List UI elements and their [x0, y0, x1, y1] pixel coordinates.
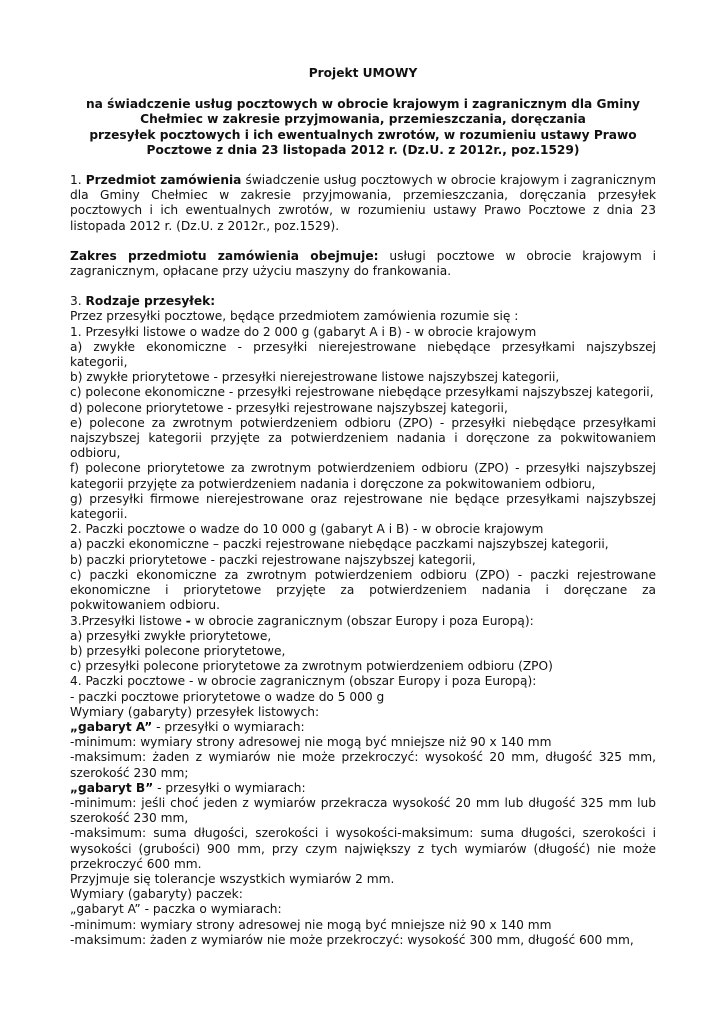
list-item: -maksimum: żaden z wymiarów nie może przekroczyć: wysokość 20 mm, długość 325 mm, szerokość 230 mm; — [70, 750, 656, 780]
list-item: -minimum: wymiary strony adresowej nie mogą być mniejsze niż 90 x 140 mm — [70, 735, 552, 750]
list-item: c) polecone ekonomiczne - przesyłki rejestrowane niebędące przesyłkami najszybszej kategorii, — [70, 385, 654, 400]
list-item: -minimum: wymiary strony adresowej nie mogą być mniejsze niż 90 x 140 mm — [70, 917, 552, 932]
list-item: „gabaryt A” - paczka o wymiarach: — [70, 902, 282, 917]
list-item: a) paczki ekonomiczne – paczki rejestrowane niebędące paczkami najszybszej kategorii, — [70, 537, 609, 552]
document-title: Projekt UMOWY — [308, 66, 418, 80]
section-1-paragraph — [70, 173, 656, 234]
subtitle-line: przesyłek pocztowych i ich ewentualnych zwrotów, w rozumieniu ustawy Prawo — [89, 127, 637, 142]
gabaryt-b-label: „gabaryt B” — [70, 780, 154, 795]
list-item: -maksimum: suma długości, szerokości i wysokości-maksimum: suma długości, szerokości i wysokości (grubości) 900 mm, przy czym największy z tych wymiarów (długość) nie może przekroczyć 600 mm. — [70, 826, 656, 871]
list-item: b) przesyłki polecone priorytetowe, — [70, 643, 286, 658]
list-item: 1. Przesyłki listowe o wadze do 2 000 g (gabaryt A i B) - w obrocie krajowym — [70, 324, 537, 339]
list-item: a) przesyłki zwykłe priorytetowe, — [70, 628, 272, 643]
list-item: g) przesyłki firmowe nierejestrowane oraz rejestrowane nie będące przesyłkami najszybszej kategorii. — [70, 491, 656, 522]
list-item: a) zwykłe ekonomiczne - przesyłki nierejestrowane niebędące przesyłkami najszybszej kategorii, — [70, 339, 656, 370]
list-item-text: w obrocie zagranicznym (obszar Europy i poza Europą): — [190, 613, 534, 628]
list-item: c) paczki ekonomiczne za zwrotnym potwierdzeniem odbioru (ZPO) - paczki rejestrowane ekonomiczne i priorytetowe przyjęte za potwierdzeniem nadania i doręczane za pokwitowaniem odbioru. — [70, 567, 656, 613]
list-item — [70, 614, 656, 629]
list-item: - paczki pocztowe priorytetowe o wadze do 5 000 g — [70, 689, 385, 704]
list-item-dash: - — [185, 613, 191, 628]
list-item: 4. Paczki pocztowe - w obrocie zagranicznym (obszar Europy i poza Europą): — [70, 674, 537, 689]
list-item-text: - przesyłki o wymiarach: — [153, 780, 306, 795]
list-item — [70, 720, 656, 735]
list-item: e) polecone za zwrotnym potwierdzeniem odbioru (ZPO) - przesyłki niebędące przesyłkami najszybszej kategorii przyjęte za potwierdzeniem nadania i doręczone za pokwitowaniem odbioru, — [70, 415, 656, 461]
list-item: c) przesyłki polecone priorytetowe za zwrotnym potwierdzeniem odbioru (ZPO) — [70, 659, 553, 674]
section-3-heading-line — [70, 294, 656, 309]
scope-paragraph — [70, 249, 656, 279]
section-3-number: 3. — [70, 294, 86, 309]
list-item: d) polecone priorytetowe - przesyłki rejestrowane najszybszej kategorii, — [70, 400, 508, 415]
list-item: Przyjmuje się tolerancje wszystkich wymiarów 2 mm. — [70, 871, 395, 886]
document-subtitle — [70, 97, 656, 158]
list-item: b) paczki priorytetowe - paczki rejestrowane najszybszej kategorii, — [70, 552, 476, 567]
section-3-intro: Przez przesyłki pocztowe, będące przedmiotem zamówienia rozumie się : — [70, 309, 519, 324]
list-item: Wymiary (gabaryty) paczek: — [70, 887, 243, 902]
list-item: -maksimum: żaden z wymiarów nie może przekroczyć: wysokość 300 mm, długość 600 mm, — [70, 932, 634, 947]
list-item: f) polecone priorytetowe za zwrotnym potwierdzeniem odbioru (ZPO) - przesyłki najszybszej kategorii przyjęte za potwierdzeniem nadania i doręczone za pokwitowaniem odbioru, — [70, 461, 656, 491]
scope-text: usługi pocztowe w obrocie krajowym i zagranicznym, opłacane przy użyciu maszyny do frankowania. — [70, 248, 656, 279]
list-item-text: - przesyłki o wymiarach: — [152, 719, 305, 734]
subtitle-line: na świadczenie usług pocztowych w obrocie krajowym i zagranicznym dla Gminy — [85, 97, 641, 112]
subtitle-line: Pocztowe z dnia 23 listopada 2012 r. (Dz.U. z 2012r., poz.1529) — [146, 142, 580, 157]
gabaryt-a-label: „gabaryt A” — [70, 719, 153, 734]
subtitle-line: Chełmiec w zakresie przyjmowania, przemieszczania, doręczania — [140, 112, 586, 127]
list-item: Wymiary (gabaryty) przesyłek listowych: — [70, 704, 320, 719]
list-item — [70, 781, 656, 796]
scope-heading: Zakres przedmiotu zamówienia obejmuje: — [70, 248, 379, 263]
section-1-heading: Przedmiot zamówienia — [85, 173, 242, 188]
section-1-number: 1. — [70, 173, 86, 188]
list-item: 2. Paczki pocztowe o wadze do 10 000 g (gabaryt A i B) - w obrocie krajowym — [70, 522, 544, 537]
list-item-text: 3.Przesyłki listowe — [70, 613, 186, 628]
section-1-text: świadczenie usług pocztowych w obrocie krajowym i zagranicznym dla Gminy Chełmiec w zakresie przyjmowania, przemieszczania, doręczania przesyłek pocztowych i ich ewentualnych zwrotów, w rozumieniu ustawy Prawo Pocztowe z dnia 23 listopada 2012 r. (Dz.U. z 2012r., poz.1529). — [70, 173, 656, 233]
section-3-heading: Rodzaje przesyłek: — [85, 294, 216, 309]
list-item: b) zwykłe priorytetowe - przesyłki nierejestrowane listowe najszybszej kategorii, — [70, 370, 560, 385]
list-item: -minimum: jeśli choć jeden z wymiarów przekracza wysokość 20 mm lub długość 325 mm lub szerokość 230 mm, — [70, 795, 656, 826]
